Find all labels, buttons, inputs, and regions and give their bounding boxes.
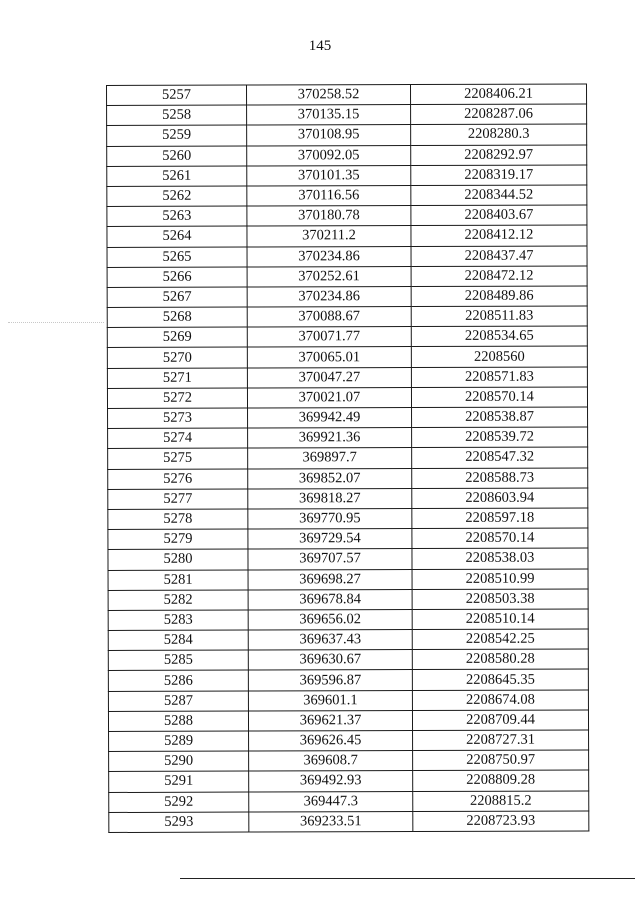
x-coordinate-cell: 370116.56	[247, 185, 411, 206]
point-number-cell: 5270	[107, 347, 247, 368]
point-number-cell: 5293	[109, 812, 249, 833]
point-number-cell: 5263	[107, 206, 247, 227]
table-row	[108, 508, 588, 530]
y-coordinate-cell: 2208287.06	[411, 104, 587, 125]
x-coordinate-cell: 370252.61	[247, 266, 411, 287]
x-coordinate-cell: 369729.54	[248, 529, 412, 550]
y-coordinate-cell: 2208292.97	[411, 145, 587, 166]
y-coordinate-cell: 2208603.94	[412, 488, 588, 509]
point-number-cell: 5260	[107, 146, 247, 167]
coordinates-table-body	[107, 84, 589, 832]
table-row	[108, 407, 588, 429]
x-coordinate-cell: 369626.45	[249, 731, 413, 752]
point-number-cell: 5283	[108, 610, 248, 631]
table-row	[109, 730, 589, 752]
x-coordinate-cell: 370047.27	[247, 367, 411, 388]
x-coordinate-cell: 369921.36	[248, 428, 412, 449]
x-coordinate-cell: 369596.87	[248, 670, 412, 691]
point-number-cell: 5271	[107, 368, 247, 389]
point-number-cell: 5281	[108, 570, 248, 591]
x-coordinate-cell: 369770.95	[248, 508, 412, 529]
x-coordinate-cell: 369942.49	[248, 408, 412, 429]
y-coordinate-cell: 2208580.28	[412, 649, 588, 670]
x-coordinate-cell: 369656.02	[248, 609, 412, 630]
point-number-cell: 5286	[108, 670, 248, 691]
y-coordinate-cell: 2208588.73	[412, 468, 588, 489]
x-coordinate-cell: 369637.43	[248, 630, 412, 651]
point-number-cell: 5291	[109, 771, 249, 792]
y-coordinate-cell: 2208412.12	[411, 225, 587, 246]
x-coordinate-cell: 370135.15	[247, 105, 411, 126]
x-coordinate-cell: 369897.7	[248, 448, 412, 469]
table-row	[108, 568, 588, 590]
y-coordinate-cell: 2208280.3	[411, 124, 587, 145]
y-coordinate-cell: 2208674.08	[412, 690, 588, 711]
point-number-cell: 5284	[108, 630, 248, 651]
point-number-cell: 5280	[108, 549, 248, 570]
table-row	[109, 791, 589, 813]
x-coordinate-cell: 370021.07	[247, 387, 411, 408]
point-number-cell: 5292	[109, 792, 249, 813]
table-row	[107, 145, 587, 167]
x-coordinate-cell: 370108.95	[247, 125, 411, 146]
page-number: 145	[308, 38, 332, 54]
y-coordinate-cell: 2208815.2	[413, 791, 589, 812]
y-coordinate-cell: 2208503.38	[412, 589, 588, 610]
point-number-cell: 5266	[107, 267, 247, 288]
point-number-cell: 5289	[109, 731, 249, 752]
scan-artifact-line	[8, 322, 104, 324]
y-coordinate-cell: 2208344.52	[411, 185, 587, 206]
y-coordinate-cell: 2208511.83	[411, 306, 587, 327]
table-row	[107, 266, 587, 288]
table-row	[107, 387, 587, 409]
y-coordinate-cell: 2208539.72	[412, 427, 588, 448]
x-coordinate-cell: 369601.1	[248, 690, 412, 711]
y-coordinate-cell: 2208489.86	[411, 286, 587, 307]
bottom-rule	[180, 878, 635, 879]
table-row	[107, 367, 587, 389]
y-coordinate-cell: 2208510.99	[412, 568, 588, 589]
x-coordinate-cell: 370101.35	[247, 165, 411, 186]
point-number-cell: 5285	[108, 650, 248, 671]
point-number-cell: 5273	[108, 408, 248, 429]
x-coordinate-cell: 369698.27	[248, 569, 412, 590]
y-coordinate-cell: 2208534.65	[411, 326, 587, 347]
table-row	[107, 185, 587, 207]
table-row	[107, 306, 587, 328]
x-coordinate-cell: 370211.2	[247, 226, 411, 247]
x-coordinate-cell: 369608.7	[249, 751, 413, 772]
point-number-cell: 5287	[108, 691, 248, 712]
table-row	[108, 528, 588, 550]
point-number-cell: 5268	[107, 307, 247, 328]
point-number-cell: 5262	[107, 186, 247, 207]
point-number-cell: 5274	[108, 428, 248, 449]
x-coordinate-cell: 369621.37	[248, 710, 412, 731]
point-number-cell: 5267	[107, 287, 247, 308]
x-coordinate-cell: 370234.86	[247, 246, 411, 267]
y-coordinate-cell: 2208727.31	[413, 730, 589, 751]
y-coordinate-cell: 2208723.93	[413, 811, 589, 832]
y-coordinate-cell: 2208437.47	[411, 245, 587, 266]
y-coordinate-cell: 2208542.25	[412, 629, 588, 650]
table-row	[108, 690, 588, 712]
table-row	[108, 609, 588, 631]
y-coordinate-cell: 2208750.97	[413, 750, 589, 771]
point-number-cell: 5282	[108, 590, 248, 611]
table-row	[108, 629, 588, 651]
y-coordinate-cell: 2208809.28	[413, 770, 589, 791]
point-number-cell: 5276	[108, 469, 248, 490]
table-row	[108, 649, 588, 671]
x-coordinate-cell: 369630.67	[248, 650, 412, 671]
y-coordinate-cell: 2208406.21	[411, 84, 587, 105]
x-coordinate-cell: 370065.01	[247, 347, 411, 368]
point-number-cell: 5264	[107, 226, 247, 247]
point-number-cell: 5257	[107, 85, 247, 106]
y-coordinate-cell: 2208597.18	[412, 508, 588, 529]
point-number-cell: 5269	[107, 327, 247, 348]
table-row	[108, 710, 588, 732]
point-number-cell: 5278	[108, 509, 248, 530]
x-coordinate-cell: 369492.93	[249, 771, 413, 792]
point-number-cell: 5290	[109, 751, 249, 772]
point-number-cell: 5275	[108, 448, 248, 469]
y-coordinate-cell: 2208571.83	[411, 367, 587, 388]
table-row	[108, 488, 588, 510]
y-coordinate-cell: 2208570.14	[411, 387, 587, 408]
point-number-cell: 5288	[108, 711, 248, 732]
table-row	[107, 225, 587, 247]
point-number-cell: 5279	[108, 529, 248, 550]
x-coordinate-cell: 370071.77	[247, 327, 411, 348]
point-number-cell: 5259	[107, 125, 247, 146]
x-coordinate-cell: 369818.27	[248, 488, 412, 509]
y-coordinate-cell: 2208403.67	[411, 205, 587, 226]
x-coordinate-cell: 370088.67	[247, 307, 411, 328]
table-row	[109, 750, 589, 772]
y-coordinate-cell: 2208645.35	[412, 669, 588, 690]
table-row	[107, 205, 587, 227]
table-row	[107, 326, 587, 348]
y-coordinate-cell: 2208570.14	[412, 528, 588, 549]
y-coordinate-cell: 2208709.44	[412, 710, 588, 731]
table-row	[107, 286, 587, 308]
y-coordinate-cell: 2208538.03	[412, 548, 588, 569]
table-row	[107, 165, 587, 187]
x-coordinate-cell: 369852.07	[248, 468, 412, 489]
y-coordinate-cell: 2208472.12	[411, 266, 587, 287]
point-number-cell: 5265	[107, 247, 247, 268]
table-row	[108, 468, 588, 490]
table-row	[107, 84, 587, 106]
y-coordinate-cell: 2208560	[411, 346, 587, 367]
point-number-cell: 5272	[107, 388, 247, 409]
y-coordinate-cell: 2208319.17	[411, 165, 587, 186]
y-coordinate-cell: 2208510.14	[412, 609, 588, 630]
table-row	[109, 811, 589, 833]
y-coordinate-cell: 2208547.32	[412, 447, 588, 468]
table-row	[107, 245, 587, 267]
x-coordinate-cell: 369233.51	[249, 811, 413, 832]
table-row	[108, 669, 588, 691]
x-coordinate-cell: 370234.86	[247, 286, 411, 307]
x-coordinate-cell: 369447.3	[249, 791, 413, 812]
coordinates-table	[106, 83, 589, 832]
x-coordinate-cell: 369678.84	[248, 589, 412, 610]
table-row	[108, 548, 588, 570]
table-row	[107, 124, 587, 146]
x-coordinate-cell: 369707.57	[248, 549, 412, 570]
point-number-cell: 5261	[107, 166, 247, 187]
table-row	[108, 589, 588, 611]
point-number-cell: 5258	[107, 105, 247, 126]
x-coordinate-cell: 370258.52	[247, 85, 411, 106]
table-row	[107, 346, 587, 368]
y-coordinate-cell: 2208538.87	[412, 407, 588, 428]
x-coordinate-cell: 370180.78	[247, 206, 411, 227]
point-number-cell: 5277	[108, 489, 248, 510]
table-row	[109, 770, 589, 792]
x-coordinate-cell: 370092.05	[247, 145, 411, 166]
table-row	[108, 447, 588, 469]
table-row	[108, 427, 588, 449]
table-row	[107, 104, 587, 126]
